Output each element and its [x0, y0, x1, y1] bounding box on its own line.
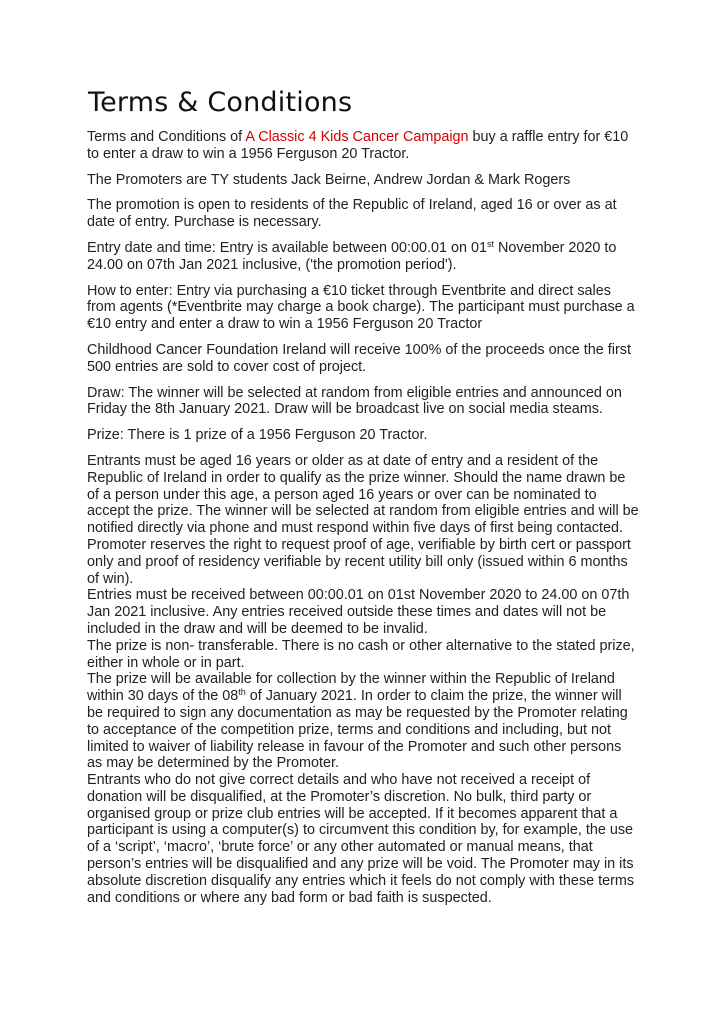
- prize-paragraph: Prize: There is 1 prize of a 1956 Ferguson 20 Tractor.: [87, 427, 428, 444]
- proof-of-age-paragraph: Promoter reserves the right to request proof of age, verifiable by birth cert or passport only and proof of residency verifiable by recent utility bill only (issued within 6 months of win).: [87, 536, 631, 587]
- prize-collection-start: The prize will be available for collection by the winner within the Republic of Ireland within 30 days of the 08: [87, 671, 615, 705]
- disqualification-paragraph: Entrants who do not give correct details and who have not received a receipt of donation will be disqualified, at the Promoter’s discretion. No bulk, third party or organised group or prize club entries will be accepted. If it becomes apparent that a participant is using a computer(s) to circumvent this condition by, for example, the use of a ‘script’, ‘macro’, ‘brute force’ or any other automated or manual means, that person’s entries will be disqualified and any prize will be void. The Promoter may in its absolute discretion disqualify any entries which it feels do not comply with these terms and conditions or where any bad form or bad faith is suspected.: [87, 772, 635, 906]
- entry-period-ordinal: st: [487, 238, 495, 249]
- intro-text-start: Terms and Conditions of: [87, 129, 246, 145]
- prize-collection-end: of January 2021. In order to claim the prize, the winner will be required to sign any documentation as may be requested by the Promoter relating to acceptance of the competition prize, terms and conditions and including, but not limited to waiver of liability release in favour of the Promoter and such other persons as may be determined by the Promoter.: [87, 688, 628, 772]
- winner-eligibility-paragraph: Entrants must be aged 16 years or older as at date of entry and a resident of the Republic of Ireland in order to qualify as the prize winner. Should the name drawn be of a person under this age, a person aged 16 years or over can be nominated to accept the prize. The winner will be selected at random from eligible entries and will be notified directly via phone and must respond within five days of first being contacted.: [87, 452, 639, 537]
- prize-collection-ordinal: th: [238, 687, 246, 698]
- draw-paragraph: Draw: The winner will be selected at random from eligible entries and announced on Friday the 8th January 2021. Draw will be broadcast live on social media steams.: [87, 384, 622, 418]
- intro-text-end: buy a raffle entry for €10 to enter a draw to win a 1956 Ferguson 20 Tractor.: [87, 129, 629, 162]
- campaign-name-link[interactable]: A Classic 4 Kids Cancer Campaign: [245, 129, 469, 145]
- entry-period-start: Entry date and time: Entry is available between 00:00.01 on 01: [87, 239, 487, 256]
- terms-body: [87, 129, 639, 906]
- how-to-enter-paragraph: How to enter: Entry via purchasing a €10 ticket through Eventbrite and direct sales from agents (*Eventbrite may charge a book charge). The participant must purchase a €10 entry and enter a draw to win a 1956 Ferguson 20 Tractor: [87, 282, 635, 333]
- entry-deadline-paragraph: Entries must be received between 00:00.01 on 01st November 2020 to 24.00 on 07th Jan 2021 inclusive. Any entries received outside these times and dates will not be included in the draw and will be deemed to be invalid.: [87, 587, 630, 637]
- beneficiary-paragraph: Childhood Cancer Foundation Ireland will receive 100% of the proceeds once the first 500 entries are sold to cover cost of project.: [87, 341, 631, 375]
- promoters-paragraph: The Promoters are TY students Jack Beirne, Andrew Jordan & Mark Rogers: [87, 171, 571, 188]
- entry-period-end: November 2020 to 24.00 on 07th Jan 2021 inclusive, ('the promotion period').: [87, 239, 617, 273]
- prize-collection-paragraph: [87, 671, 639, 772]
- eligibility-paragraph: The promotion is open to residents of the Republic of Ireland, aged 16 or over as at date of entry. Purchase is necessary.: [87, 197, 617, 231]
- page-title: Terms & Conditions: [88, 87, 353, 118]
- entry-period-paragraph: [87, 240, 639, 274]
- intro-paragraph: [87, 129, 639, 163]
- non-transferable-paragraph: The prize is non- transferable. There is no cash or other alternative to the stated prize, either in whole or in part.: [87, 637, 635, 671]
